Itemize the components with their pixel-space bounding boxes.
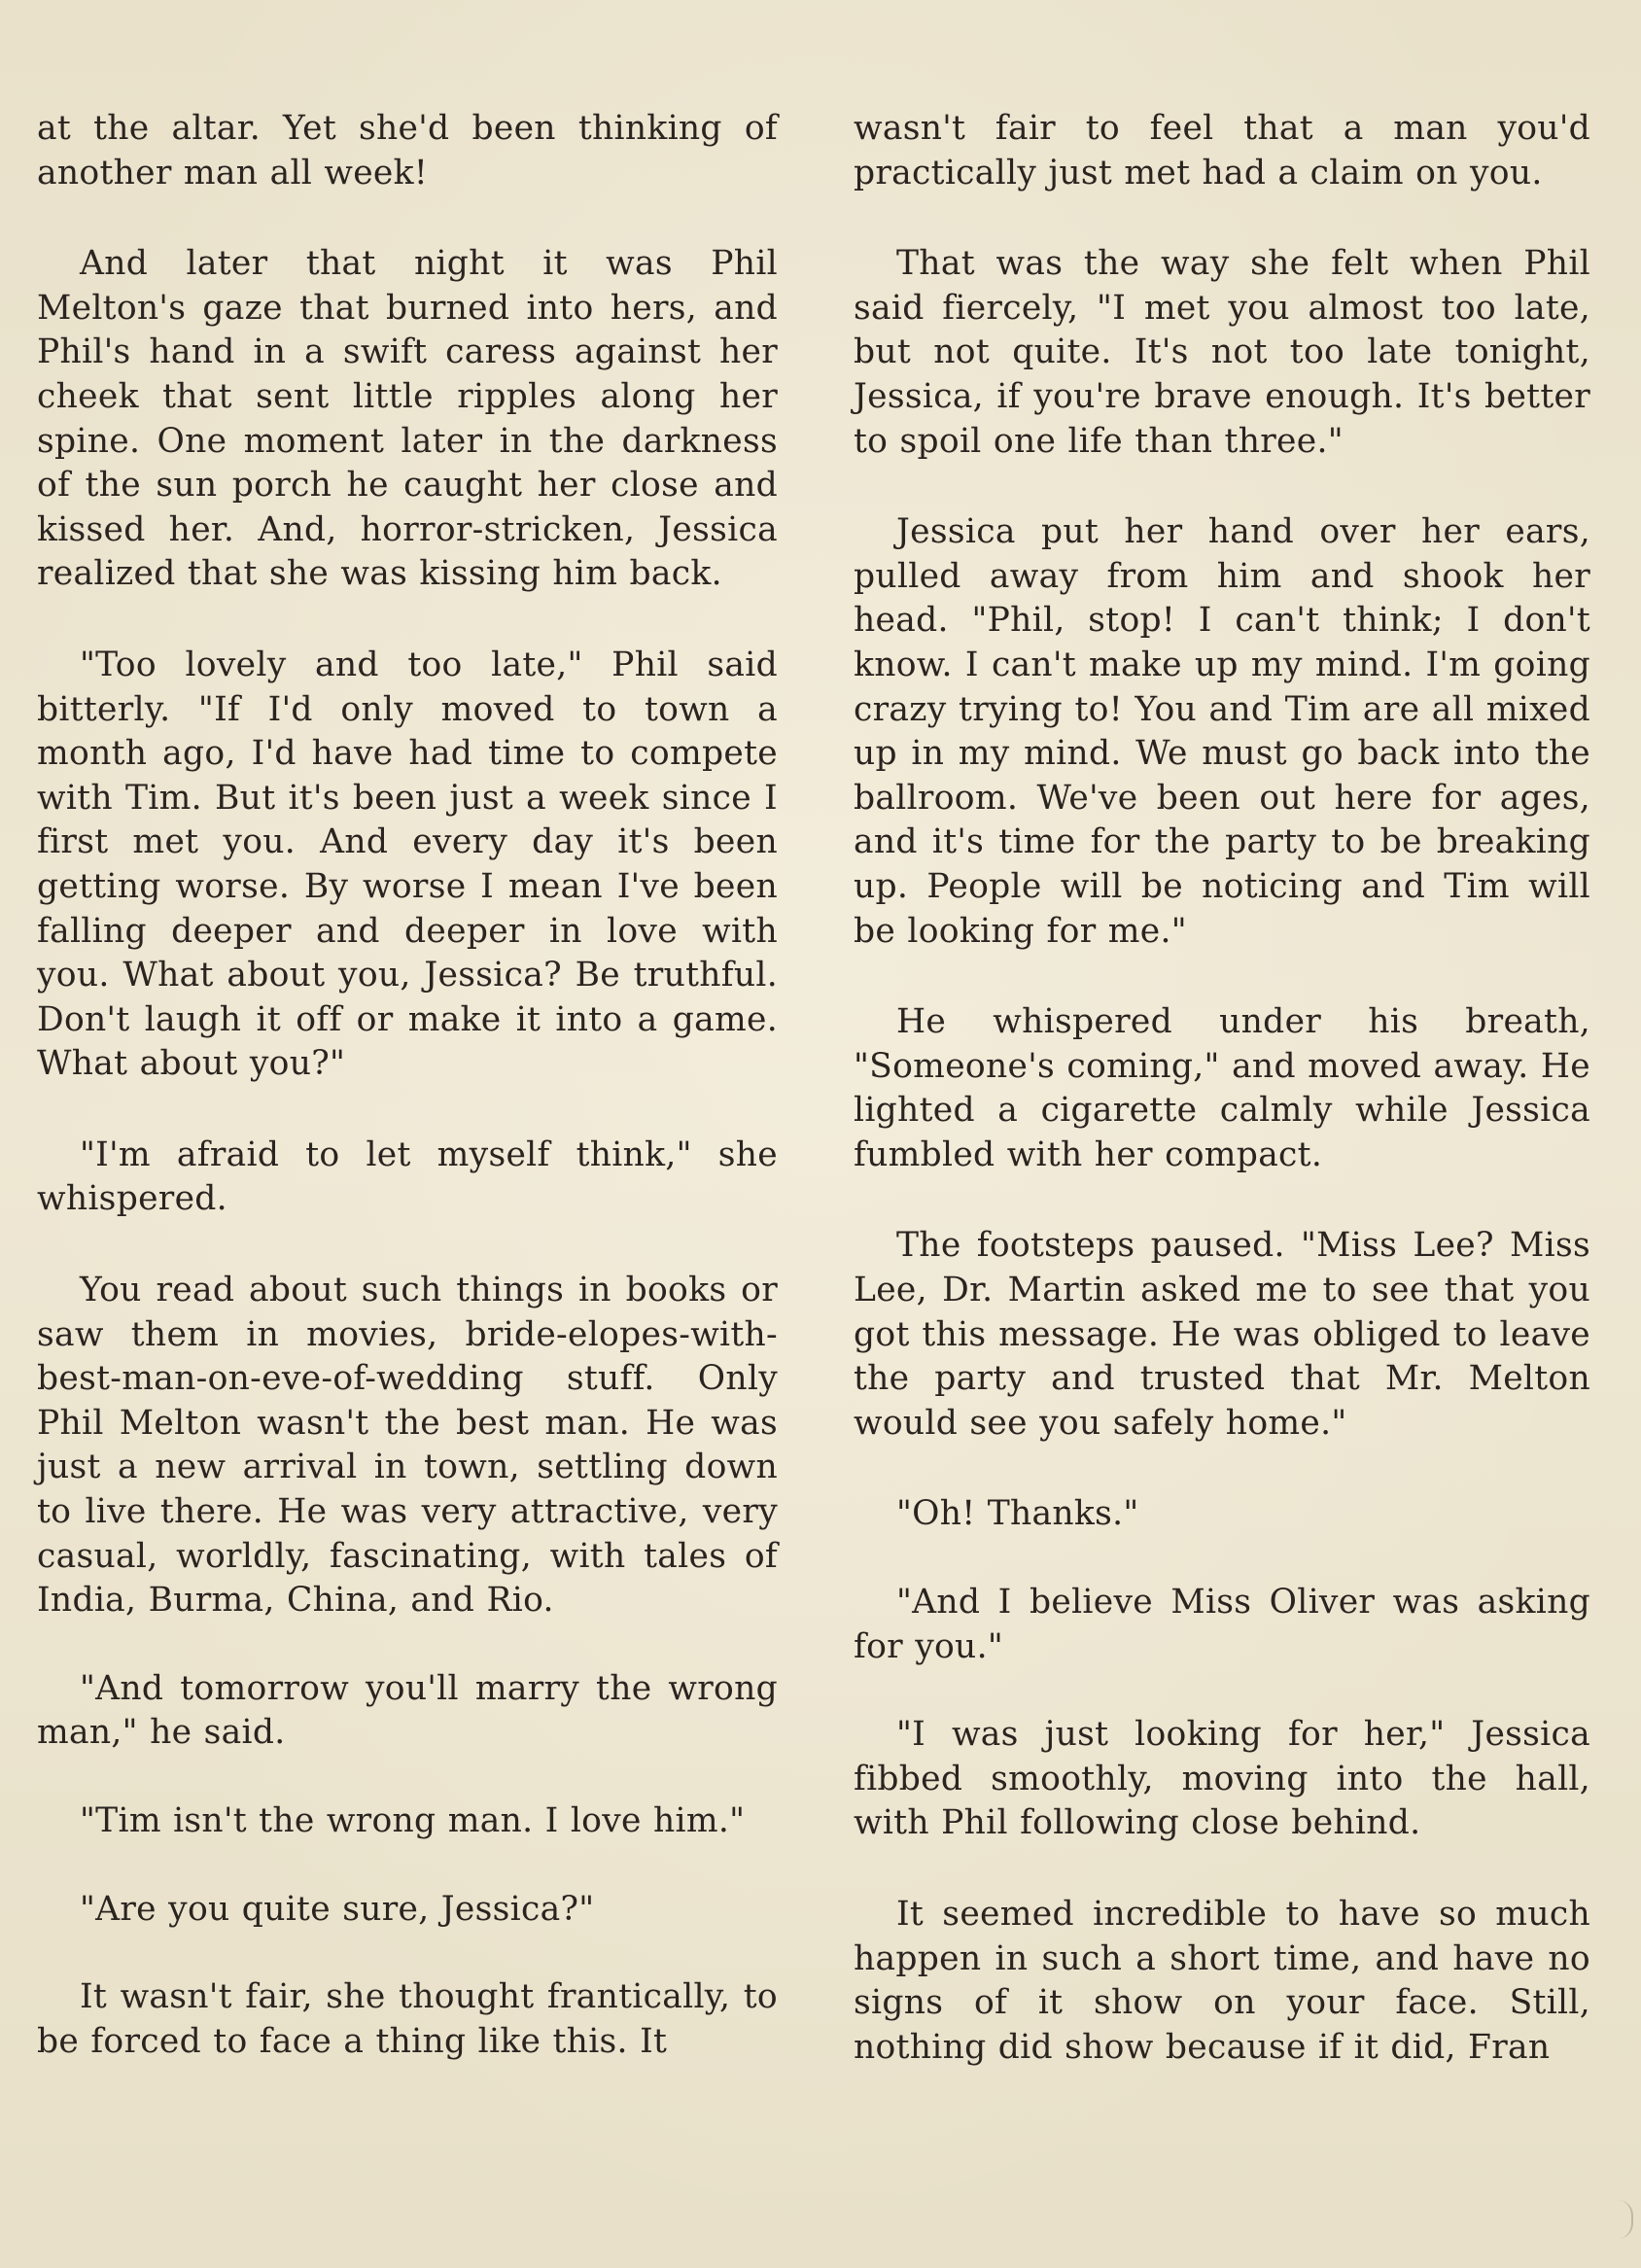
- paragraph: And later that night it was Phil Melton's gaze that burned into hers, and Phil's hand in a swift caress against her cheek that sent little ripples along her spine. One moment later in the darkness of the sun porch he caught her close and kissed her. And, horror-stricken, Jessica realized that she was kissing him back.: [37, 244, 778, 594]
- paragraph: "Oh! Thanks.": [896, 1494, 1139, 1534]
- paragraph: "Are you quite sure, Jessica?": [80, 1889, 595, 1929]
- paragraph: The footsteps paused. "Miss Lee? Miss Lee, Dr. Martin asked me to see that you got this message. He was obliged to leave the party and trusted that Mr. Melton would see you safely home.": [854, 1226, 1590, 1443]
- right-column: [854, 107, 1590, 2246]
- paragraph: "Too lovely and too late," Phil said bitterly. "If I'd only moved to town a month ago, I'd have had time to compete with Tim. But it's been just a week since I first met you. And every day it's been getting worse. By worse I mean I've been falling deeper and deeper in love with you. What about you, Jessica? Be truthful. Don't laugh it off or make it into a game. What about you?": [37, 645, 778, 1084]
- paragraph: That was the way she felt when Phil said fiercely, "I met you almost too late, but not quite. It's not too late tonight, Jessica, if you're brave enough. It's better to spoil one life than three.": [854, 244, 1590, 461]
- paragraph: "I was just looking for her," Jessica fibbed smoothly, moving into the hall, with Phil following close behind.: [854, 1715, 1590, 1843]
- paragraph: It seemed incredible to have so much happen in such a short time, and have no signs of it show on your face. Still, nothing did show because if it did, Fran: [854, 1895, 1590, 2067]
- paragraph: He whispered under his breath, "Someone's coming," and moved away. He lighted a cigarette calmly while Jessica fumbled with her compact.: [854, 1002, 1590, 1174]
- paragraph: wasn't fair to feel that a man you'd practically just met had a claim on you.: [854, 109, 1590, 192]
- paragraph: It wasn't fair, she thought frantically, to be forced to face a thing like this. It: [37, 1977, 778, 2061]
- paragraph: "Tim isn't the wrong man. I love him.": [80, 1801, 746, 1840]
- paragraph: at the altar. Yet she'd been thinking of another man all week!: [37, 109, 778, 192]
- paragraph: You read about such things in books or saw them in movies, bride-elopes-with-best-man-on-eve-of-wedding stuff. Only Phil Melton wasn't the best man. He was just a new arrival in town, settling down to live there. He was very attractive, very casual, worldly, fascinating, with tales of India, Burma, China, and Rio.: [37, 1271, 778, 1621]
- page-curl-edge: [1618, 2200, 1633, 2239]
- paragraph: Jessica put her hand over her ears, pulled away from him and shook her head. "Phil, stop! I can't think; I don't know. I can't make up my mind. I'm going crazy trying to! You and Tim are all mixed up in my mind. We must go back into the ballroom. We've been out here for ages, and it's time for the party to be breaking up. People will be noticing and Tim will be looking for me.": [854, 512, 1590, 951]
- left-column: [37, 107, 778, 2246]
- paragraph: "And tomorrow you'll marry the wrong man," he said.: [37, 1668, 778, 1753]
- paragraph: "I'm afraid to let myself think," she whispered.: [37, 1134, 778, 1219]
- paragraph: "And I believe Miss Oliver was asking for you.": [854, 1583, 1590, 1666]
